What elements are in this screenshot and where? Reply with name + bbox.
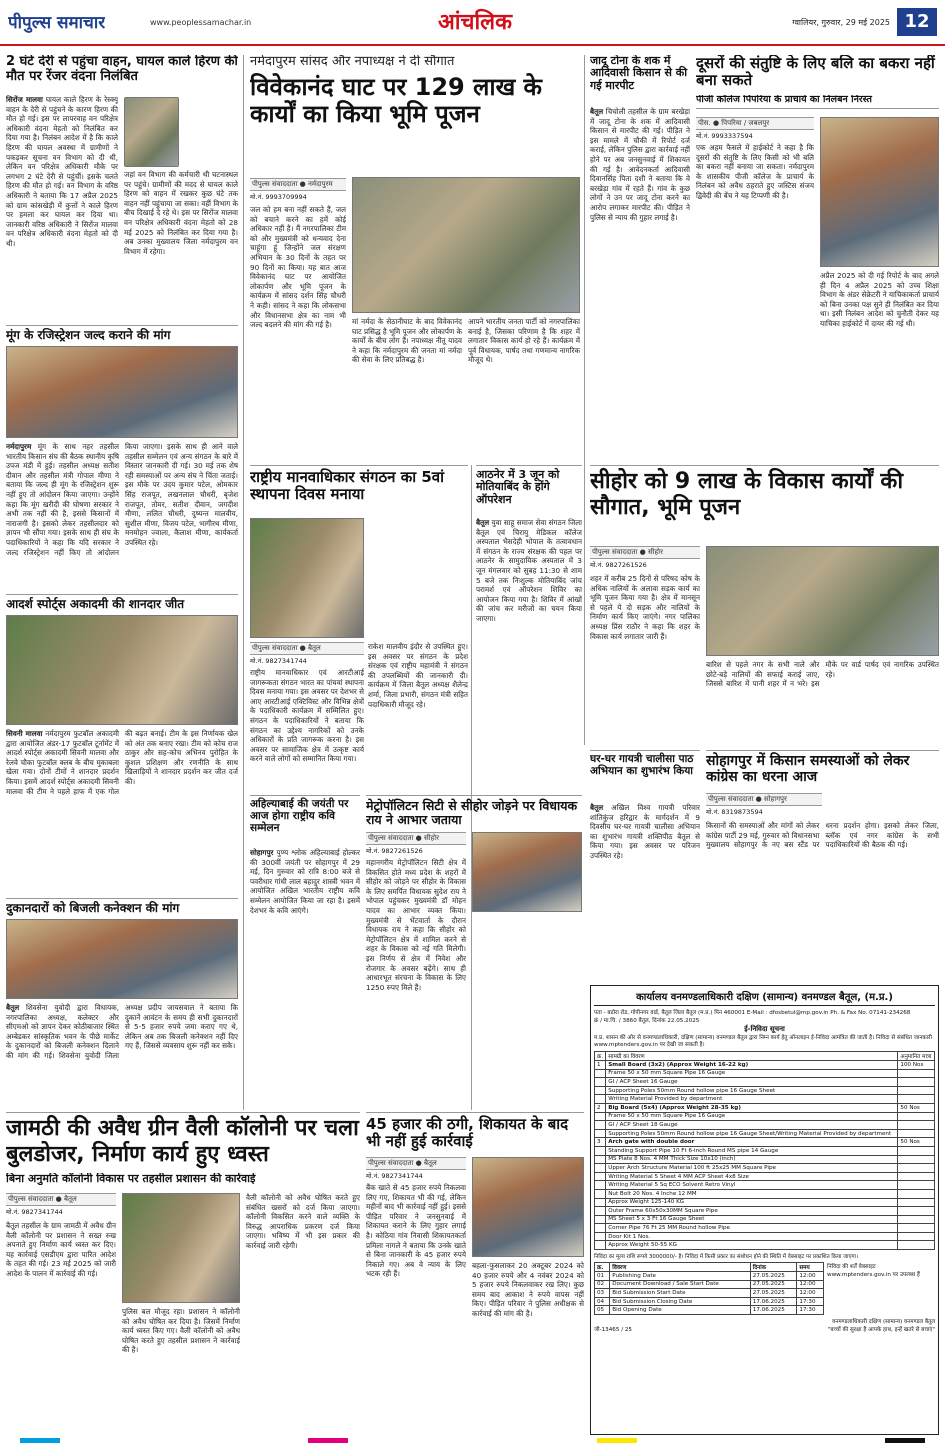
- tender-row: [595, 1138, 935, 1147]
- dateline: सिवनी मालवा: [6, 729, 43, 738]
- schedule-cell: 03: [595, 1289, 610, 1298]
- article-body: मां नर्मदा के सेठानीघाट के बाद विवेकानंद घाट प्रसिद्ध है भूमि पूजन और लोकार्पण के कार्यों के बीच लोग हैं। नपाध्यक्ष नीतू यादव ने कहा कि नर्मदापुरम की जनता मां नर्मदा की सेवा के लिए प्रतिबद्ध है।: [352, 317, 462, 365]
- tender-row: [595, 1232, 935, 1241]
- tender-cell: 3: [595, 1138, 606, 1147]
- tender-cell: 50 Nos: [898, 1138, 935, 1147]
- tender-cell: [595, 1121, 606, 1130]
- byline: पीपुल्स संवाददाता ● सीहोर: [366, 832, 466, 845]
- tender-cell: [595, 1078, 606, 1087]
- dateline: बैतूल: [6, 1003, 20, 1012]
- tender-cell: [595, 1232, 606, 1241]
- tender-cell: Frame 50 x 50 mm Square Pipe 16 Gauge: [606, 1112, 898, 1121]
- tender-cell: [898, 1172, 935, 1181]
- tender-cell: Door Kit 1 Nos.: [606, 1232, 898, 1241]
- schedule-cell: Bid Opening Date: [610, 1306, 751, 1315]
- tender-cell: [898, 1181, 935, 1190]
- byline: पीपुल्स संवाददाता ● सोहागपुर: [706, 793, 822, 806]
- tender-row: [595, 1129, 935, 1138]
- article-congress-dharna: [706, 750, 939, 980]
- tender-cell: [898, 1121, 935, 1130]
- tender-cell: Writing Material 5 Sheet 4 MM ACP Sheet 4x8 Size: [606, 1172, 898, 1181]
- article-body: बैतूल तहसील के ग्राम जामठी में अवैध ग्रीन वैली कॉलोनी पर प्रशासन ने सख्त रुख अपनाते हुए निर्माण कार्य ध्वस्त कर दिए। यह कार्रवाई एसडीएम द्वारा पारित आदेश के तहत की गई। 23 मई 2025 को जारी आदेश के पालन में कार्रवाई की गई।: [6, 1221, 116, 1278]
- body-text: शिवसेना युवोदी द्वारा विधायक, नगरपालिका अध्यक्ष, कलेक्टर और सीएमओ को ज्ञापन देकर कोठीबाजार स्थित अम्बेडकर सांस्कृतिक भवन के पीछे मार्केट के दुकानदारों को बिजली कनेक्शन दिलाने की मांग की गई। शिवसेना युवोदी जिला अध्यक्ष प्रदीप जायसवाल ने बताया कि दुकानें आवंटन के समय ही सभी दुकानदारों से 5-5 हजार रुपये जमा कराए गए थे, लेकिन अब तक बिजली कनेक्शन नहीं दिए गए हैं, जिससे व्यवसाय शुरू नहीं कर सके।: [6, 1003, 238, 1060]
- tender-cell: [898, 1232, 935, 1241]
- body-text: नर्मदापुरम फुटबॉल अकादमी द्वारा आयोजित अंडर-17 फुटबॉल टूर्नामेंट में आदर्श स्पोर्ट्स अकादमी सिवनी मालवा और रेलवे चौका फुटबॉल क्लब के बीच मुकाबला खेला गया। दोनों टीमों ने शानदार प्रदर्शन किया। इसमें आदर्श स्पोर्ट्स अकादमी सिवनी मालवा की टीम ने पहले हाफ में एक गोल की बढ़त बनाई। टीम के इस निर्णायक खेल को अंत तक बनाए रखा। टीम को कोच राज ठाकुर और सह-कोच अभिनव पुरोहित के कुशल प्रशिक्षण और रणनीति के साथ खिलाड़ियों ने शानदार प्रदर्शन कर जीत दर्ज की।: [6, 729, 238, 796]
- tender-row: [595, 1155, 935, 1164]
- bhoomi-pujan-photo: [352, 177, 580, 313]
- site-url: www.peoplessamachar.in: [150, 18, 252, 27]
- mobile: मो.नं. 9827261526: [590, 561, 647, 569]
- headline: सोहागपुर में किसान समस्याओं को लेकर कांग्रेस का धरना आज: [706, 753, 910, 785]
- tender-cell: [595, 1146, 606, 1155]
- tender-row: [595, 1172, 935, 1181]
- schedule-cell: 02: [595, 1280, 610, 1289]
- tender-row: [595, 1241, 935, 1250]
- tender-cell: [898, 1207, 935, 1216]
- headline: आठनेर में 3 जून को मोतियाबिंद के होंगे ऑपरेशन: [476, 468, 560, 506]
- tender-cell: 2: [595, 1103, 606, 1112]
- mobile: मो.नं. 9993709994: [250, 193, 307, 201]
- article-bulldozer: [6, 1112, 360, 1437]
- article-body: बहला-फुसलाकर 20 अक्टूबर 2024 को 40 हजार रुपये और 4 नवंबर 2024 को 5 हजार रुपये निकलवाकर रख लिए। कुछ समय बाद आकाश ने रुपये वापस नहीं किए। पीड़ित परिवार ने पुलिस अधीक्षक से कार्रवाई की मांग की है।: [472, 1261, 584, 1318]
- article-sehore-dev: [590, 465, 939, 745]
- article-kavi-sammelan: [250, 795, 360, 1105]
- schedule-cell: 27.05.2025: [750, 1272, 797, 1281]
- article-vivekanand-ghat: [250, 55, 580, 460]
- article-body: शहर में करीब 25 दिनों से परिषद कोष के अधिक नालियों के अलावा सड़क कार्य का भूमि पूजन किया गया है। क्षेत्र में मानसून से पहले ये दो सड़क और नालियों के निर्माण कार्य किए जाएंगे। नगर पालिका अध्यक्ष प्रिंस राठौर ने कहा कि शहर के विकास कार्य लगातार जारी हैं।: [590, 574, 700, 641]
- article-hc-principal: [696, 55, 939, 460]
- tender-cell: Big Board (5x4) (Approx Weight 28-35 kg): [606, 1103, 898, 1112]
- tender-cell: 50 Nos: [898, 1103, 935, 1112]
- tender-signatory: वनमण्डलाधिकारी दक्षिण (सामान्य) वनमण्डल बैतूल: [832, 1319, 935, 1326]
- tender-cell: 1: [595, 1061, 606, 1070]
- schedule-cell: Document Download / Sale Start Date: [610, 1280, 751, 1289]
- schedule-row: [595, 1289, 824, 1298]
- schedule-header: समय: [797, 1263, 824, 1272]
- article-cataract: [476, 465, 582, 790]
- date-line: ग्वालियर, गुरुवार, 29 मई 2025: [792, 18, 890, 27]
- subhead: बिना अनुमति कॉलोनी विकास पर तहसील प्रशासन की कार्रवाई: [6, 1173, 256, 1185]
- tender-row: [595, 1181, 935, 1190]
- article-body: आपने भारतीय जनता पार्टी को नगरपालिका बनाई है, जिसका परिणाम है कि शहर में लगातार विकास कार्य हो रहे हैं। कार्यक्रम में पूर्व विधायक, पार्षद तथा गणमान्य नागरिक मौजूद थे।: [468, 317, 580, 365]
- mobile: मो.नं. 9827341744: [6, 1208, 63, 1216]
- schedule-cell: 12:00: [797, 1280, 824, 1289]
- byline: पीपुल्स संवाददाता ● बैतूल: [250, 642, 364, 655]
- schedule-header: दिनांक: [750, 1263, 797, 1272]
- tender-row: [595, 1103, 935, 1112]
- memorandum-photo: [6, 919, 238, 999]
- article-body: अप्रैल 2025 को दी गई रिपोर्ट के बाद अगले ही दिन 4 अप्रैल 2025 को उच्च शिक्षा विभाग के अंडर सेक्रेटरी ने याचिकाकर्ता प्राचार्य को बिना उनका पक्ष सुने ही निलंबित कर दिया था। इसी निलंबन आदेश को चुनौती देकर यह याचिका हाईकोर्ट में दायर की गई थी।: [820, 271, 939, 328]
- mobile: मो.नं. 9993337594: [696, 132, 753, 140]
- schedule-cell: Publishing Date: [610, 1272, 751, 1281]
- headline: जादू टोना के शक में आदिवासी किसान से की गई मारपीट: [590, 55, 688, 92]
- section-title: आंचलिक: [438, 10, 512, 35]
- logo: पीपुल्स समाचार: [8, 13, 106, 33]
- article-body: [476, 518, 582, 790]
- schedule-header: क्र.: [595, 1263, 610, 1272]
- article-deer: [6, 55, 238, 320]
- tender-cell: [595, 1086, 606, 1095]
- tender-row: [595, 1112, 935, 1121]
- article-body: [6, 729, 238, 849]
- column-rule: [243, 55, 244, 1110]
- tender-row: [595, 1146, 935, 1155]
- tender-cell: [898, 1155, 935, 1164]
- headline: 2 घंटे देरी से पहुंचा वाहन, घायल काले हिरण की मौत पर रेंजर वंदना निलंबित: [6, 55, 238, 84]
- meeting-cm-photo: [472, 832, 582, 912]
- schedule-row: [595, 1297, 824, 1306]
- byline: पीपुल्स संवाददाता ● बैतूल: [6, 1193, 116, 1206]
- tender-cell: 100 Nos: [898, 1061, 935, 1070]
- court-photo: [820, 117, 939, 267]
- schedule-header: विवरण: [610, 1263, 751, 1272]
- tender-cell: [595, 1155, 606, 1164]
- headline: मेट्रोपॉलिटन सिटी से सीहोर जोड़ने पर विधायक राय ने आभार जताया: [366, 798, 578, 827]
- headline: घर-घर गायत्री चालीसा पाठ अभियान का शुभारंभ किया: [590, 753, 694, 777]
- subhead: पीजी कॉलेज पिपरिया के प्राचार्य का निलंबन निरस्त: [696, 95, 939, 109]
- dateline: सिरोंज मालवा: [6, 95, 43, 104]
- tender-cell: [595, 1129, 606, 1138]
- article-body: बारिश से पहले नगर के सभी नाले और छोटे-बड़े नालियों की सफाई कराई जाए, जिससे बारिश में पानी शहर में न भरे। इस मौके पर वार्ड पार्षद एवं नागरिक उपस्थित रहे।: [706, 660, 939, 689]
- article-body: महानगरीय मेट्रोपॉलिटन सिटी क्षेत्र में विकसित होते मध्य प्रदेश के शहरों में सीहोर को जोड़ने पर सीहोर के विकास के लिए समर्पित विधायक सुदेश राय ने भोपाल पहुंचकर मुख्यमंत्री डॉ मोहन यादव का आभार व्यक्त किया। मुख्यमंत्री से भेंटवार्ता के दौरान विधायक राय ने कहा कि सीहोर को मेट्रोपॉलिटन क्षेत्र में शामिल करने से शहर के विकास को नई गति मिलेगी। इस निर्णय से क्षेत्र में निवेश और रोजगार के अवसर बढ़ेंगे। साथ ही आधारभूत संरचना के विकास के लिए 1250 रुपए मिले हैं।: [366, 858, 466, 992]
- schedule-cell: 17:30: [797, 1297, 824, 1306]
- tender-bid-note: निविदा का मूल्य राशि रूपये 3000000/- है। निविदा में किसी प्रकार का संशोधन होने की स्थिति में वेबसाइट पर प्रकाशित किया जाएगा।: [594, 1254, 858, 1261]
- tender-cell: [898, 1086, 935, 1095]
- tender-row: [595, 1224, 935, 1233]
- tender-row: [595, 1061, 935, 1070]
- tender-cell: [898, 1129, 935, 1138]
- byline: पीस. ● पिपरिया / जबलपुर: [696, 117, 814, 130]
- tender-col-header: क्र.: [595, 1052, 606, 1061]
- tender-cell: [595, 1189, 606, 1198]
- article-human-rights: [250, 465, 468, 790]
- article-fraud: [366, 1112, 584, 1437]
- tender-cell: [595, 1215, 606, 1224]
- dateline: बैतूल: [590, 107, 604, 116]
- tender-side-note: निविदा की शर्तें वेबसाइट www.mptenders.gov.in पर उपलब्ध हैं: [827, 1264, 920, 1279]
- mobile: मो.नं. 9827261526: [366, 847, 423, 855]
- tender-row: [595, 1086, 935, 1095]
- ceremony-photo: [250, 518, 364, 638]
- column-rule: [584, 465, 585, 745]
- body-text: मूंग के साथ नहर तहसील भारतीय किसान संघ की बैठक स्थानीय कृषि उपज मंडी में हुई। तहसील अध्यक्ष सतीश दीवान और तहसील मंत्री गोपाल मीणा ने बताया कि जल्द ही मूंग के रजिस्ट्रेशन शुरू नहीं हुए तो आंदोलन किया जाएगा। उन्होंने कहा कि मूंग खरीदी की घोषणा सरकार ने अभी तक नहीं की है, इससे किसानों में नाराजगी है। इसको लेकर तहसीलदार को ज्ञापन भी सौंपा गया। इसके साथ ही संघ के पदाधिकारियों ने कहा कि यदि सरकार ने जल्द रजिस्ट्रेशन नहीं किए तो आंदोलन किया जाएगा। इसके साथ ही आने वाले तहसील सम्मेलन एवं अन्य संगठन के बारे में विस्तार जानकारी दी गई। 30 मई तक शेष रही समस्याओं पर अन्य संघ ने चिंता जताई। इस मौके पर उदय कुमार पटेल, ओमकार सिंह राजपूत, लखनलाल चौधरी, बृजेश राजपूत, तोमर, सतीश दीवान, जगदीश मीणा, ललित चौधरी, दुष्यन्त मालवीय, सुशील मीणा, विजय पटेल, भागीरथ मीणा, मनमोहन ज्वाला, कैलाश मीणा, कार्यकर्ता उपस्थित रहे।: [6, 442, 238, 557]
- article-body: वैली कॉलोनी को अवैध घोषित करते हुए संबंधित खसरों को दर्ज किया जाएगा। कॉलोनी विकसित करने वाले व्यक्ति के विरुद्ध आपराधिक प्रकरण दर्ज किया जाएगा। भविष्य में भी इस प्रकार की कार्रवाई जारी रहेगी।: [246, 1193, 360, 1250]
- tender-row: [595, 1198, 935, 1207]
- tender-row: [595, 1121, 935, 1130]
- masthead: [0, 0, 945, 46]
- article-body: जहां वन विभाग की कर्मचारी थी घटनास्थल पर पहुंचे। ग्रामीणों की मदद से घायल काले हिरण को वाहन में रखकर कुछ घंटे तक वाहन नहीं पहुंचाया जा सका। वहीं विभाग के बीच दिखाई दे रहे थे। इस पर सिरोंज मालवा वन परिक्षेत्र अधिकारी वंदना मेहतो को 28 मई 2025 को निलंबित कर दिया गया है। अब उनका मुख्यालय जिला नर्मदापुरम वन विभाग में रहेगा।: [124, 170, 238, 256]
- tender-cell: GI / ACP Sheet 18 Gauge: [606, 1121, 898, 1130]
- tender-cell: [898, 1095, 935, 1104]
- tender-cell: [595, 1164, 606, 1173]
- tender-cell: [898, 1224, 935, 1233]
- article-electricity: [6, 898, 238, 1108]
- headline: विवेकानंद घाट पर 129 लाख के कार्यों का किया भूमि पूजन: [250, 72, 542, 129]
- pujan-photo: [706, 546, 939, 656]
- schedule-row: [595, 1280, 824, 1289]
- body-text: पुण्य श्लोक अहिल्याबाई होल्कर की 300वीं जयंती पर सोहागपुर में 29 मई, दिन गुरुवार को रात्रि 8:00 बजे से पवरीधार गांधी लाल बहादुर शास्त्री भवन में आयोजित अखिल भारतीय राष्ट्रीय कवि सम्मेलन आयोजित किया जा रहा है। इसमें देशभर के कवि आएंगे।: [250, 848, 360, 915]
- article-body: [590, 107, 690, 460]
- article-body: [6, 442, 238, 590]
- headline: मूंग के रजिस्ट्रेशन जल्द कराने की मांग: [6, 328, 171, 342]
- byline: पीपुल्स संवाददाता ● बैतूल: [366, 1157, 466, 1170]
- tender-row: [595, 1189, 935, 1198]
- tender-cell: GI / ACP Sheet 16 Gauge: [606, 1078, 898, 1087]
- tender-row: [595, 1215, 935, 1224]
- tender-cell: [898, 1164, 935, 1173]
- article-sports: [6, 594, 238, 894]
- schedule-cell: 17.06.2025: [750, 1306, 797, 1315]
- tender-cell: Nut Bolt 20 Nos. 4 Inche 12 MM: [606, 1189, 898, 1198]
- byline: पीपुल्स संवाददाता ● सीहोर: [590, 546, 700, 559]
- tender-slogan: "बच्चों की सुरक्षा है आपके हाथ, इन्हें खतरे से बचाएं": [827, 1327, 935, 1334]
- ranger-photo: [124, 97, 179, 167]
- tender-cell: Arch gate with double door: [606, 1138, 898, 1147]
- tender-cell: [595, 1224, 606, 1233]
- tender-row: [595, 1164, 935, 1173]
- tender-col-header: सामग्री का विवरण: [606, 1052, 898, 1061]
- mobile: मो.नं. 9827341744: [366, 1172, 423, 1180]
- tender-cell: Supporting Poles 50mm Round hollow pipe 16 Gauge Sheet/Writing Material Provided by department: [606, 1129, 898, 1138]
- schedule-cell: 17.06.2025: [750, 1297, 797, 1306]
- article-body: किसानों की समस्याओं और मांगों को लेकर कांग्रेस पार्टी 29 मई, गुरुवार को विधानसभा मुख्यालय सोहागपुर के नए बस स्टैंड पर धरना प्रदर्शन होगा। इसको लेकर जिला, ब्लॉक एवं नगर कांग्रेस के सभी पदाधिकारियों की बैठक की गई।: [706, 821, 939, 850]
- article-body: [6, 1003, 238, 1108]
- dateline: नर्मदापुरम: [6, 442, 32, 451]
- schedule-cell: 12:00: [797, 1289, 824, 1298]
- demolition-photo: [122, 1193, 240, 1303]
- article-body: राकेश मालवीय इंदौर से उपस्थित हुए। इस अवसर पर संगठन के प्रदेश संरक्षक एवं राष्ट्रीय महामंत्री ने संगठन की उपलब्धियों की जानकारी दी। कार्यक्रम में जिला बैतूल अध्यक्ष शैलेन्द्र शर्मा, जिला प्रभारी, संगठन मंत्री सहित पदाधिकारी मौजूद रहे।: [368, 642, 468, 709]
- tender-cell: Standing Support Pipe 10 Ft 6-inch Round MS pipe 14 Gauge: [606, 1146, 898, 1155]
- schedule-cell: 04: [595, 1297, 610, 1306]
- tender-cell: [595, 1172, 606, 1181]
- article-witchcraft: [590, 55, 690, 460]
- tender-cell: Corner Pipe 76 Ft 25 MM Round hollow Pipe: [606, 1224, 898, 1233]
- article-moong: [6, 325, 238, 590]
- team-photo: [6, 615, 238, 725]
- meeting-photo: [6, 346, 238, 438]
- tender-title: कार्यालय वनमण्डलाधिकारी दक्षिण (सामान्य) वनमण्डल बैतूल, (म.प्र.): [594, 989, 935, 1006]
- tender-ref: क्रं / मा.चि. / 3860 बैतूल, दिनांक 22.05.2025: [594, 1018, 700, 1024]
- schedule-cell: Bid Submission Closing Date: [610, 1297, 751, 1306]
- tender-notice-title: ई-निविदा सूचना: [744, 1025, 785, 1033]
- tender-items-table: [594, 1051, 935, 1250]
- tender-cell: [595, 1198, 606, 1207]
- mobile: मो.नं. 9827341744: [250, 657, 307, 665]
- tender-cell: Outer Frame 60x50x30MM Square Pipe: [606, 1207, 898, 1216]
- schedule-cell: Bid Submission Start Date: [610, 1289, 751, 1298]
- schedule-row: [595, 1306, 824, 1315]
- tender-cell: Upper Arch Structure Material 100 ft 25x25 MM Square Pipe: [606, 1164, 898, 1173]
- column-rule: [584, 55, 585, 465]
- dateline: सोहागपुर: [250, 848, 274, 857]
- article-body: पुलिस बल मौजूद रहा। प्रशासन ने कॉलोनी को अवैध घोषित कर दिया है। जिसमें निर्माण कार्य ध्वस्त किए गए। वैली कॉलोनी को अवैध घोषित करते हुए तहसील प्रशासन ने कार्रवाई की है।: [122, 1307, 240, 1355]
- tender-notice-text: म.प्र. शासन की ओर से वनमण्डलाधिकारी, दक्षिण (सामान्य) वनमण्डल बैतूल द्वारा निम्न कार्य हेतु ऑनलाइन ई-निविदा आमंत्रित की जाती है। निविदा से संबंधित जानकारी www.mptenders.gov.in पर देखी जा सकती है।: [594, 1035, 932, 1048]
- tender-cell: [595, 1069, 606, 1078]
- tender-cell: [898, 1069, 935, 1078]
- headline: सीहोर को 9 लाख के विकास कार्यों की सौगात, भूमि पूजन: [590, 469, 904, 520]
- schedule-row: [595, 1272, 824, 1281]
- article-body: जल को हम बना नहीं सकते हैं, जल को बचाने करने का हमें कोई अधिकार नहीं है। मैं नगरपालिका टीम को और मुख्यमंत्री को धन्यवाद देना चाहूंगा हूं जिन्होंने जल संरक्षण अभियान के 30 दिनों के तहत पर 90 दिनों का किया। यह बात आज विवेकानंद घाट पर आयोजित लोकार्पण और भूमि पूजन के कार्यक्रम में सांसद दर्शन सिंह चौधरी ने कही। सांसद ने कहा कि लोकसभा और विधानसभा क्षेत्र का नाम भी जल्द बदलने की मांग की गई है।: [250, 205, 346, 330]
- headline: दुकानदारों को बिजली कनेक्शन की मांग: [6, 901, 180, 915]
- tender-cell: [898, 1189, 935, 1198]
- tender-cell: [595, 1112, 606, 1121]
- tender-footer: जी-13465 / 25: [594, 1327, 632, 1334]
- schedule-cell: 01: [595, 1272, 610, 1281]
- article-body: राष्ट्रीय मानवाधिकार एवं आरटीआई जागरूकता संगठन भारत का पांचवां स्थापना दिवस मनाया गया। इस अवसर पर देशभर से आए आरटीआई एक्टिविस्ट और विभिन्न क्षेत्रों के पदाधिकारी कार्यक्रम में सम्मिलित हुए। संगठन के पदाधिकारियों ने बताया कि संगठन का उद्देश्य नागरिकों को उनके अधिकारों के प्रति जागरूक करना है। इस अवसर पर सामाजिक क्षेत्र में उत्कृष्ट कार्य करने वाले लोगों को सम्मानित किया गया।: [250, 668, 364, 764]
- tender-cell: Writing Material Provided by department: [606, 1095, 898, 1104]
- body-text: अखिल विश्व गायत्री परिवार शांतिकुंज हरिद्वार के मार्गदर्शन में 9 दिवसीय घर-घर गायत्री चालीसा अभियान का शुभारंभ गायत्री शक्तिपीठ बैतूल से किया गया। इस अवसर पर परिजन उपस्थित रहे।: [590, 803, 700, 860]
- headline: दूसरों की संतुष्टि के लिए बलि का बकरा नहीं बना सकते: [696, 55, 935, 89]
- article-gayatri: [590, 750, 700, 980]
- tender-cell: [595, 1207, 606, 1216]
- tender-row: [595, 1095, 935, 1104]
- dateline: बैतूल: [476, 518, 490, 527]
- tender-cell: [898, 1215, 935, 1224]
- tender-row: [595, 1078, 935, 1087]
- tender-cell: MS Sheet 5 x 3 Ft 16 Gauge Sheet: [606, 1215, 898, 1224]
- headline: 45 हजार की ठगी, शिकायत के बाद भी नहीं हुई कार्रवाई: [366, 1115, 569, 1150]
- article-body: [6, 95, 118, 320]
- headline: जामठी की अवैध ग्रीन वैली कॉलोनी पर चला बुलडोजर, निर्माण कार्य हुए ध्वस्त: [6, 1116, 359, 1168]
- tender-cell: Approx Weight 125-140 KG: [606, 1198, 898, 1207]
- schedule-cell: 27.05.2025: [750, 1280, 797, 1289]
- tender-cell: Supporting Poles 50mm Round hollow pipe 16 Gauge Sheet: [606, 1086, 898, 1095]
- schedule-cell: 27.05.2025: [750, 1289, 797, 1298]
- tender-cell: [898, 1078, 935, 1087]
- headline: अहिल्याबाई की जयंती पर आज होगा राष्ट्रीय कवि सम्मेलन: [250, 798, 349, 834]
- mobile: मो.नं. 8319873594: [706, 808, 763, 816]
- schedule-header-row: [595, 1263, 824, 1272]
- tender-row: [595, 1207, 935, 1216]
- body-text: युवा साहू समाज सेवा संगठन जिला बैतूल एवं चिरायु मेडिकल कॉलेज अस्पताल भैसदेही भोपाल के तत्वावधान में संगठन के राज्य संरक्षक की पहल पर आठनेर के सामुदायिक अस्पताल में 3 जून मंगलवार को सुबह 11:30 से शाम 5 बजे तक निःशुल्क मोतियाबिंद जांच परामर्श एवं ऑपरेशन शिविर का आयोजन किया गया है। शिविर में आंखों की जांच कर मरीजों का चयन किया जाएगा।: [476, 518, 582, 623]
- schedule-cell: 17:30: [797, 1306, 824, 1315]
- body-text: घायल काले हिरण के रेस्क्यू वाहन के देरी से पहुंचने के कारण हिरण की मौत हो गई। इस पर लापरवाह वन परिक्षेत्र अधिकारी वंदना मेहतो को निलंबित कर दिया गया है। निलंबन आदेश में है कि काले हिरण की घायल अवस्था में ग्रामीणों ने पकड़कर सूचना वन विभाग को दी थी, लेकिन वन परिक्षेत्र अधिकारी मौके पर लगभग 2 घंटे देरी से पहुंचीं। इसके चलते हिरण की मौत हो गई। वन विभाग के वरिष्ठ अधिकारी ने बताया कि 17 अप्रैल 2025 को ग्राम कांसखेड़ी में कुत्तों ने काले हिरण पर हमला कर घायल कर दिया था। जानकारी वरिष्ठ अधिकारी ने सिरोंज मालवा वन परिक्षेत्र अधिकारी वंदना मेहतो को दी थी।: [6, 95, 118, 248]
- article-body: बैंक खाते से 45 हजार रुपये निकलवा लिए गए, शिकायत भी की गई, लेकिन महीनों बाद भी कार्रवाई नहीं हुई। इससे पीड़ित परिवार ने जनसुनवाई में शिकायत कराने के लिए गुहार लगाई है। कोठिया गांव निवासी शिकायतकर्ता प्रमिला नागले ने बताया कि उनके खाते से बिना जानकारी के 45 हजार रुपये निकाले गए। अब वे न्याय के लिए भटक रही हैं।: [366, 1183, 466, 1279]
- tender-cell: [898, 1112, 935, 1121]
- tender-cell: Writing Material 5 Sq ECO Solvent Retro Vinyl: [606, 1181, 898, 1190]
- dateline: बैतूल: [590, 803, 604, 812]
- schedule-cell: 05: [595, 1306, 610, 1315]
- headline: राष्ट्रीय मानवाधिकार संगठन का 5वां स्थापना दिवस मनाया: [250, 468, 445, 503]
- tender-col-header: अनुमानित मात्रा: [898, 1052, 935, 1061]
- kicker: नर्मदापुरम सांसद और नपाध्यक्ष ने दी सौगात: [250, 55, 455, 69]
- schedule-cell: 12:00: [797, 1272, 824, 1281]
- tender-cell: [898, 1241, 935, 1250]
- article-body: एक अहम फैसले में हाईकोर्ट ने कहा है कि दूसरों की संतुष्टि के लिए किसी को भी बलि का बकरा नहीं बनाया जा सकता। नर्मदापुरम के शासकीय पीजी कॉलेज के प्राचार्य के निलंबन को अवैध ठहराते हुए जस्टिस संजय द्विवेदी की बेंच ने यह टिप्पणी की है।: [696, 143, 814, 200]
- byline: पीपुल्स संवाददाता ● नर्मदापुरम: [250, 178, 346, 191]
- tender-cell: Small Board (3x2) (Approx Weight 16-22 kg): [606, 1061, 898, 1070]
- tender-address: पता - बडोरा रोड, गोपीनगर वार्ड, बैतूल जिला बैतूल (म.प्र.) पिन 460001 E-Mail : dfosbetul@mp.gov.in Ph. & Fax No. 07141-234268: [594, 1010, 911, 1016]
- tender-cell: Frame 50 x 50 mm Square Pipe 16 Gauge: [606, 1069, 898, 1078]
- tender-row: [595, 1069, 935, 1078]
- tender-cell: [595, 1241, 606, 1250]
- tender-cell: Approx Weight 50-55 KG: [606, 1241, 898, 1250]
- tender-cell: MS Plate 8 Nos. 4 MM Thick Size 10x10 (inch): [606, 1155, 898, 1164]
- tender-cell: [595, 1181, 606, 1190]
- body-text: चिचोली तहसील के ग्राम बरखेड़ा में जादू टोना के शक में आदिवासी किसान से मारपीट की गई। पीड़ित ने इस मामले में चौकी में रिपोर्ट दर्ज कराई, लेकिन पुलिस द्वारा कार्रवाई नहीं होने पर अब जनसुनवाई में शिकायत की गई है। आवेदनकर्ता आदिवासी दिवानसिंह पिता दशी ने बताया कि वे बरखेड़ा गांव में रहते हैं। गांव के कुछ लोगों ने उन पर जादू टोना करने का आरोप लगाकर मारपीट की। पीड़ित ने पुलिस से न्याय की गुहार लगाई है।: [590, 107, 690, 222]
- headline: आदर्श स्पोर्ट्स अकादमी की शानदार जीत: [6, 597, 185, 611]
- print-marks: [0, 1438, 945, 1445]
- article-body: [250, 848, 360, 1105]
- tender-cell: [898, 1146, 935, 1155]
- tender-cell: [898, 1198, 935, 1207]
- article-metropolitan: [366, 795, 582, 1105]
- tender-schedule-table: [594, 1262, 824, 1315]
- victim-photo: [472, 1157, 584, 1257]
- tender-notice: [590, 985, 939, 1435]
- page-number: 12: [897, 8, 937, 36]
- article-body: [590, 803, 700, 980]
- tender-cell: [595, 1095, 606, 1104]
